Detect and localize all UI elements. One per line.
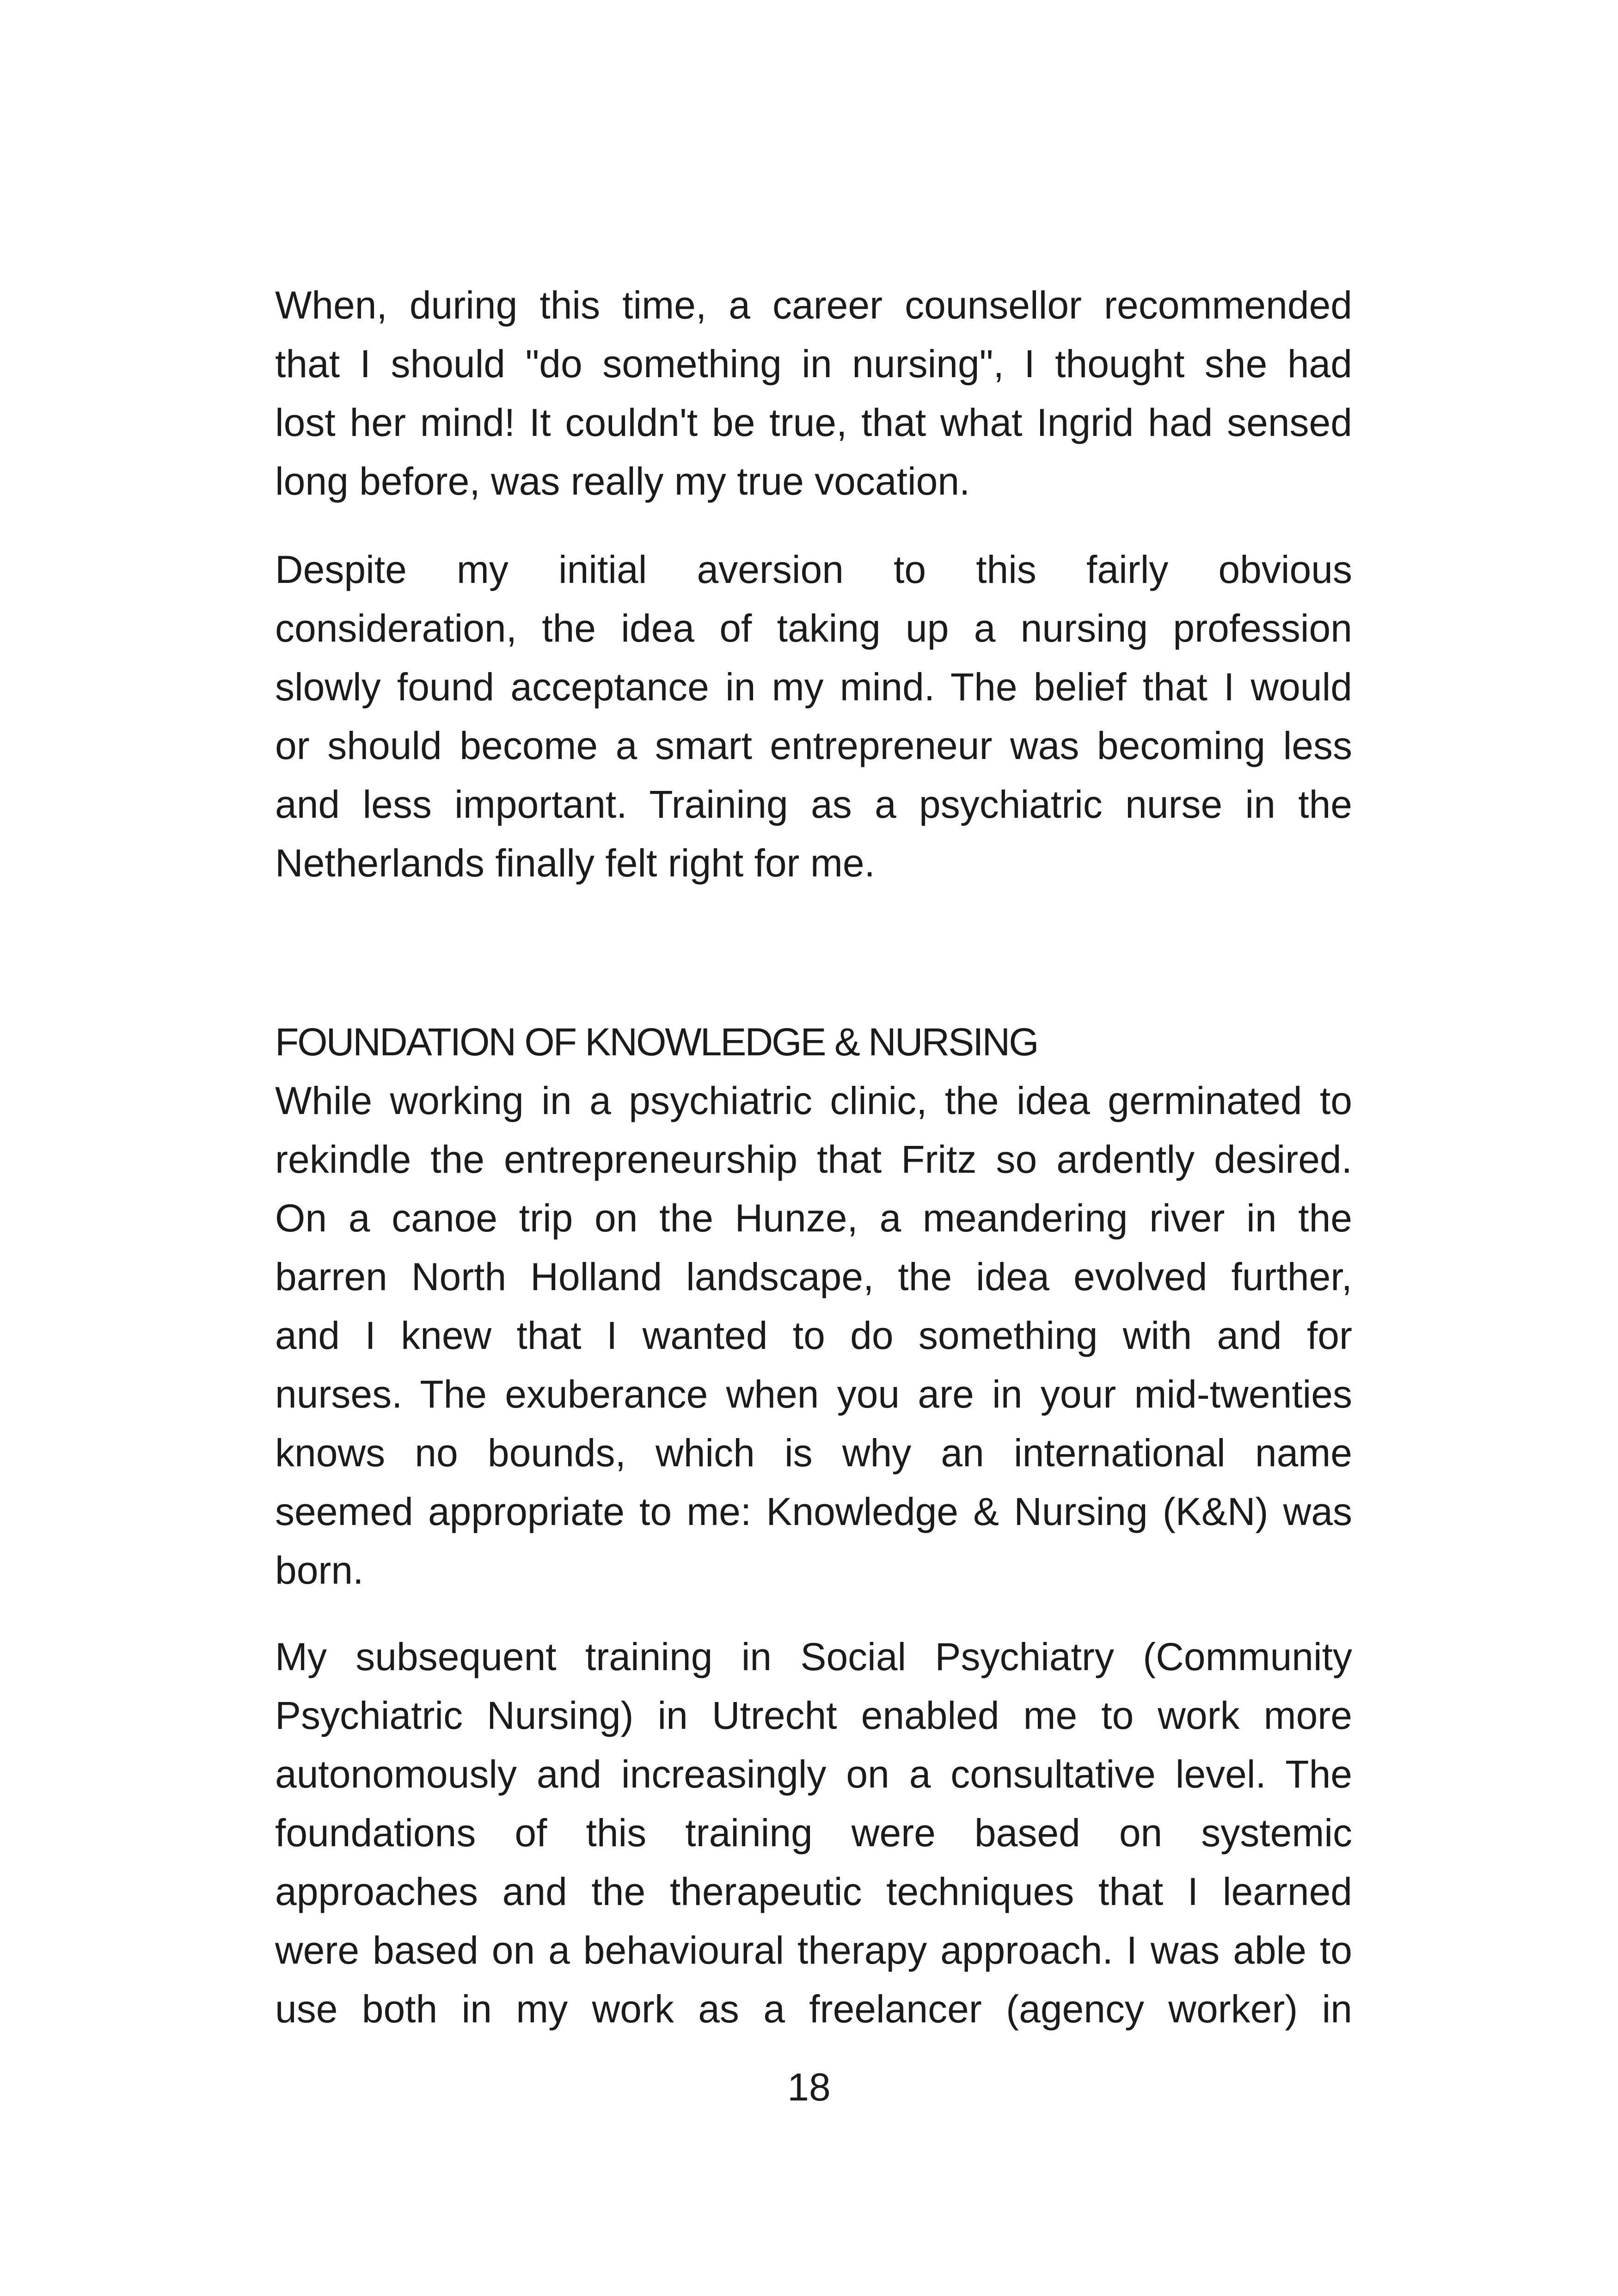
paragraph-line: Despite my initial aversion to this fairly obvious <box>275 548 1352 591</box>
paragraph-line: long before, was really my true vocation. <box>275 459 970 503</box>
paragraph-line: that I should "do something in nursing", I thought she had <box>275 342 1352 386</box>
paragraph-line: and less important. Training as a psychiatric nurse in the <box>275 783 1352 826</box>
paragraph-line: While working in a psychiatric clinic, the idea germinated to <box>275 1079 1352 1122</box>
paragraph-line: or should become a smart entrepreneur was becoming less <box>275 724 1352 767</box>
paragraph-line: born. <box>275 1549 364 1592</box>
paragraph-line: When, during this time, a career counsellor recommended <box>275 283 1352 327</box>
paragraph-line: Netherlands finally felt right for me. <box>275 841 875 885</box>
paragraph-line: slowly found acceptance in my mind. The belief that I would <box>275 665 1352 709</box>
paragraph-knowledge-nursing-born <box>275 1071 1352 1600</box>
paragraph-line: barren North Holland landscape, the idea evolved further, <box>275 1255 1352 1298</box>
paragraph-line: Psychiatric Nursing) in Utrecht enabled me to work more <box>275 1694 1352 1737</box>
paragraph-line: knows no bounds, which is why an international name <box>275 1431 1352 1475</box>
paragraph-line: consideration, the idea of taking up a nursing profession <box>275 606 1352 650</box>
paragraph-line: seemed appropriate to me: Knowledge & Nursing (K&N) was <box>275 1490 1352 1533</box>
paragraph-career-counsellor <box>275 276 1352 511</box>
paragraph-line: rekindle the entrepreneurship that Fritz so ardently desired. <box>275 1138 1352 1181</box>
paragraph-line: foundations of this training were based on systemic <box>275 1811 1352 1855</box>
paragraph-line: My subsequent training in Social Psychiatry (Community <box>275 1635 1352 1678</box>
paragraph-line: use both in my work as a freelancer (agency worker) in <box>275 1987 1352 2031</box>
paragraph-line: autonomously and increasingly on a consultative level. The <box>275 1752 1352 1796</box>
paragraph-line: nurses. The exuberance when you are in your mid-twenties <box>275 1372 1352 1416</box>
section-heading: FOUNDATION OF KNOWLEDGE & NURSING <box>275 1020 1038 1064</box>
paragraph-line: On a canoe trip on the Hunze, a meandering river in the <box>275 1196 1352 1240</box>
paragraph-nursing-profession <box>275 540 1352 893</box>
paragraph-social-psychiatry-training <box>275 1628 1352 2039</box>
paragraph-line: lost her mind! It couldn't be true, that what Ingrid had sensed <box>275 401 1352 444</box>
page-number: 18 <box>787 2065 831 2109</box>
paragraph-line: and I knew that I wanted to do something with and for <box>275 1314 1352 1357</box>
paragraph-line: were based on a behavioural therapy approach. I was able to <box>275 1929 1352 1972</box>
paragraph-line: approaches and the therapeutic techniques that I learned <box>275 1870 1352 1913</box>
